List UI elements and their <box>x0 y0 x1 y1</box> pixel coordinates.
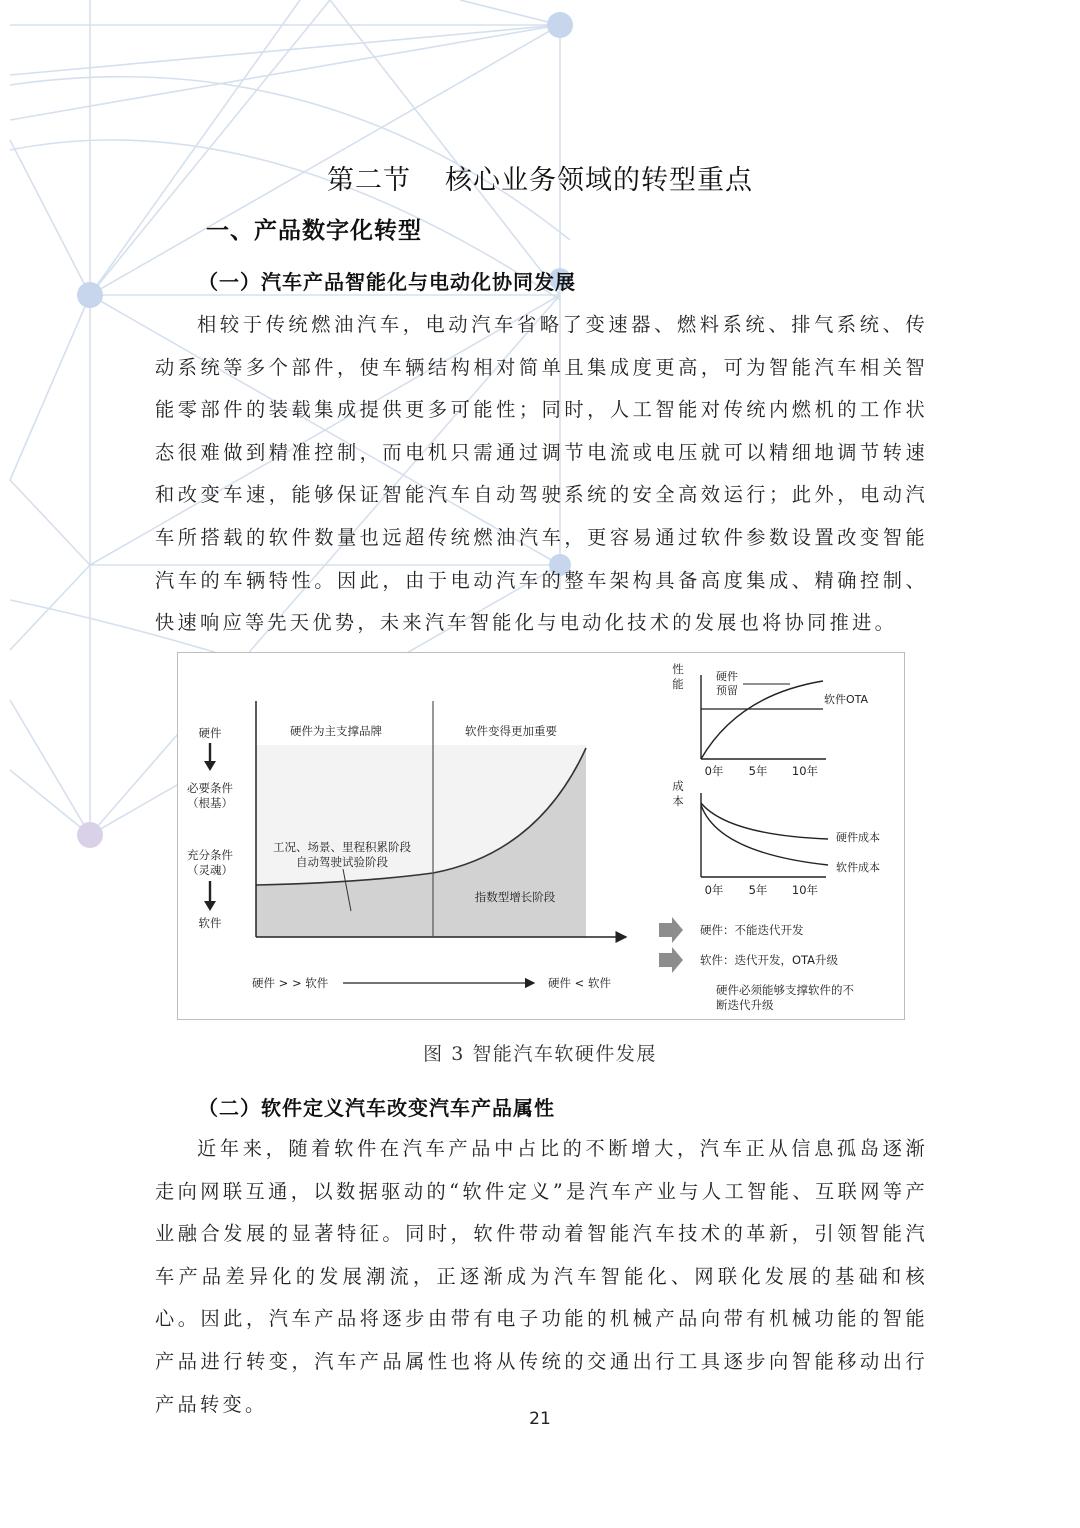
axis-label-sufficient: 充分条件 <box>187 848 233 862</box>
subheading-software-defined: （二）软件定义汽车改变汽车产品属性 <box>198 1096 555 1120</box>
cost-tick-10: 10年 <box>791 883 819 897</box>
hardware-cost-curve <box>701 803 828 839</box>
annotation-accumulation: 工况、场景、里程积累阶段 <box>273 840 411 854</box>
subheading-intelligent-electric: （一）汽车产品智能化与电动化协同发展 <box>198 270 576 294</box>
note-line-1: 硬件必须能够支撑软件的不 <box>716 983 854 997</box>
axis-label-soul: （灵魂） <box>187 863 233 877</box>
figure-software-hardware-development <box>177 652 905 1020</box>
software-cost-curve <box>701 805 828 865</box>
legend-software: 软件：迭代开发，OTA升级 <box>700 953 839 967</box>
label-hardware-cost: 硬件成本 <box>836 831 880 844</box>
zone-label-hardware: 硬件为主支撑品牌 <box>290 724 382 738</box>
heading-product-digital-transformation: 一、产品数字化转型 <box>206 217 422 244</box>
legend-hardware: 硬件：不能迭代开发 <box>700 923 804 937</box>
note-line-2: 断迭代升级 <box>716 998 774 1012</box>
label-hardware-reserve-2: 预留 <box>716 684 738 697</box>
label-exponential-stage: 指数型增长阶段 <box>474 890 556 904</box>
cost-ylabel-1: 成 <box>672 779 684 793</box>
label-hardware-reserve-1: 硬件 <box>716 670 738 683</box>
gray-arrow-icon <box>659 917 683 943</box>
cost-tick-5: 5年 <box>748 883 768 897</box>
paragraph-intelligent-electric: 相较于传统燃油汽车，电动汽车省略了变速器、燃料系统、排气系统、传动系统等多个部件，使车辆结构相对简单且集成度更高，可为智能汽车相关智能零部件的装载集成提供更多可能性；同时，人工智能对传统内燃机的工作状态很难做到精准控制，而电机只需通过调节电流或电压就可以精细地调节转速和改变车速，能够保证智能汽车自动驾驶系统的安全高效运行；此外，电动汽车所搭载的软件数量也远超传统燃油汽车，更容易通过软件参数设置改变智能汽车的车辆特性。因此，由于电动汽车的整车架构具备高度集成、精确控制、快速响应等先天优势，未来汽车智能化与电动化技术的发展也将协同推进。 <box>155 313 928 635</box>
perf-ylabel-1: 性 <box>672 662 684 676</box>
perf-ylabel-2: 能 <box>672 677 684 691</box>
perf-tick-0: 0年 <box>704 764 724 778</box>
figure-caption: 图 3 智能汽车软硬件发展 <box>423 1043 657 1065</box>
paragraph-software-defined: 近年来，随着软件在汽车产品中占比的不断增大，汽车正从信息孤岛逐渐走向网联互通，以数据驱动的“软件定义”是汽车产业与人工智能、互联网等产业融合发展的显著特征。同时，软件带动着智能汽车技术的革新，引领智能汽车产品差异化的发展潮流，正逐渐成为汽车智能化、网联化发展的基础和核心。因此，汽车产品将逐步由带有电子功能的机械产品向带有机械功能的智能产品进行转变，汽车产品属性也将从传统的交通出行工具逐步向智能移动出行产品转变。 <box>155 1137 928 1416</box>
cost-tick-0: 0年 <box>704 883 724 897</box>
gray-arrow-icon <box>659 947 683 973</box>
perf-tick-5: 5年 <box>748 764 768 778</box>
label-hardware-dominant: 硬件 > > 软件 <box>252 976 329 990</box>
label-software-dominant: 硬件 < 软件 <box>548 976 611 990</box>
axis-label-software: 软件 <box>198 916 222 930</box>
axis-label-necessary: 必要条件 <box>187 781 233 795</box>
axis-label-foundation: （根基） <box>187 796 233 810</box>
label-software-cost: 软件成本 <box>836 861 880 874</box>
annotation-autonomous-test: 自动驾驶试验阶段 <box>296 855 388 869</box>
figure-diagram <box>178 653 904 1019</box>
arrow-down-icon <box>204 901 216 911</box>
label-software-ota: 软件OTA <box>824 693 869 706</box>
axis-label-hardware: 硬件 <box>198 726 222 740</box>
page-number: 21 <box>529 1409 551 1429</box>
perf-tick-10: 10年 <box>791 764 819 778</box>
zone-label-software: 软件变得更加重要 <box>465 724 557 738</box>
section-title: 第二节 核心业务领域的转型重点 <box>327 165 753 196</box>
cost-ylabel-2: 本 <box>672 794 684 808</box>
arrow-down-icon <box>204 761 216 771</box>
